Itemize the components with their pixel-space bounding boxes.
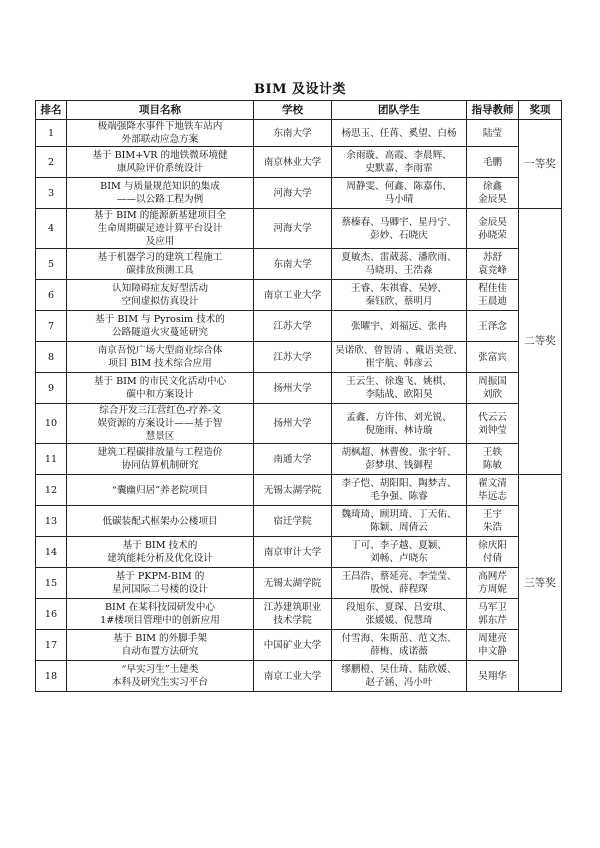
students-cell: [332, 120, 467, 147]
project-cell-line: 建筑能耗分析及优化设计: [107, 553, 213, 564]
award-cell: 三等奖: [519, 475, 562, 692]
students-cell-line: 胡枫超、林曹俊、张宇轩、: [341, 447, 457, 458]
table-row: [36, 209, 562, 249]
advisor-cell-line: 王晨迪: [478, 296, 507, 307]
advisor-cell-line: 翟文清: [478, 478, 507, 489]
advisor-cell: [467, 599, 519, 630]
students-cell-line: 秦钰欣、蔡明月: [365, 296, 433, 307]
students-cell-line: 余雨璇、高霞、李晨辉、: [346, 150, 452, 161]
project-cell-line: 基于 BIM+VR 的地铁微环境健: [92, 150, 228, 161]
school-cell: [254, 599, 332, 630]
project-cell-line: 基于 BIM 与 Pyrosim 技术的: [95, 314, 225, 325]
advisor-cell: [467, 249, 519, 280]
advisor-cell-line: 代云云: [478, 411, 507, 423]
students-cell-line: 蔡榛春、马卿宇、星丹宁、: [341, 216, 457, 228]
advisor-cell: [467, 568, 519, 599]
header-rank: 排名: [36, 101, 67, 120]
advisor-cell-line: 吴翔华: [478, 670, 507, 682]
rank-cell: 15: [36, 568, 67, 599]
students-cell: [332, 404, 467, 444]
school-cell: [254, 506, 332, 537]
award-cell: 二等奖: [519, 209, 562, 475]
header-award: 奖项: [519, 101, 562, 120]
project-cell-line: 综合开发三江营红色-疗养-文: [99, 405, 221, 416]
advisor-cell-line: 刘欣: [482, 389, 503, 400]
advisor-cell-line: 刘钟莹: [478, 424, 507, 436]
students-cell-line: 倪施雨、林诗璇: [365, 424, 433, 436]
students-cell: [332, 280, 467, 311]
project-cell-line: 基于 BIM 的外脚手架: [113, 633, 207, 644]
project-cell-line: 协同估算机制研究: [121, 460, 199, 471]
school-cell-line: 河海大学: [273, 223, 312, 234]
students-cell-line: 夏敏杰、雷葳蕊、潘欣雨、: [341, 252, 457, 263]
school-cell: [254, 178, 332, 209]
table-row: [36, 249, 562, 280]
school-cell: [254, 311, 332, 342]
project-cell-line: 星河国际二号楼的设计: [112, 584, 208, 595]
students-cell-line: 史默嘉、李雨霏: [365, 163, 433, 174]
students-cell-line: 王云生、徐逸飞、姚棋、: [346, 376, 452, 387]
students-cell-line: 彭妙、石晓庆: [370, 229, 428, 241]
advisor-cell: [467, 661, 519, 692]
students-cell: [332, 147, 467, 178]
rank-cell: 17: [36, 630, 67, 661]
advisor-cell-line: 申文静: [478, 646, 507, 657]
project-cell: [67, 209, 254, 249]
project-cell: [67, 311, 254, 342]
project-cell-line: 本科及研究生实习平台: [112, 677, 208, 688]
table-row: [36, 661, 562, 692]
table-row: [36, 404, 562, 444]
project-cell-line: 碳排放预测工具: [126, 265, 194, 276]
advisor-cell-line: 毛鹏: [482, 156, 503, 168]
school-cell-line: 无锡太湖学院: [263, 484, 322, 496]
rank-cell: 18: [36, 661, 67, 692]
students-cell: [332, 537, 467, 568]
project-cell: [67, 568, 254, 599]
rank-cell: 7: [36, 311, 67, 342]
advisor-cell: [467, 280, 519, 311]
table-row: [36, 373, 562, 404]
rank-cell: 8: [36, 342, 67, 373]
header-advisor: 指导教师: [467, 101, 519, 120]
table-row: [36, 475, 562, 506]
school-cell: [254, 249, 332, 280]
school-cell-line: 江苏大学: [273, 320, 312, 332]
advisor-cell-line: 袁竞峰: [478, 265, 507, 276]
advisor-cell: [467, 120, 519, 147]
project-cell: [67, 444, 254, 475]
table-row: [36, 599, 562, 630]
project-cell: [67, 404, 254, 444]
advisor-cell: [467, 404, 519, 444]
students-cell: [332, 630, 467, 661]
students-cell-line: 彭梦琪、钱御程: [365, 460, 433, 471]
table-row: [36, 444, 562, 475]
rank-cell: 10: [36, 404, 67, 444]
project-cell-line: 空间虚拟仿真设计: [121, 296, 199, 307]
project-cell-line: 康风险评价系统设计: [116, 163, 204, 174]
students-cell-line: 杨思玉、任苒、奚望、白杨: [341, 127, 457, 139]
advisor-cell-line: 王泽念: [478, 320, 507, 332]
students-cell: [332, 311, 467, 342]
students-cell-line: 李子恺、胡阳阳、陶梦吉、: [341, 478, 457, 489]
table-header-row: [36, 101, 562, 120]
project-cell: [67, 147, 254, 178]
students-cell-line: 吴诺欣、曾智清 、戴语美萱、: [335, 345, 463, 356]
award-table: [35, 100, 562, 692]
school-cell: [254, 280, 332, 311]
advisor-cell: [467, 209, 519, 249]
project-cell: [67, 249, 254, 280]
school-cell-line: 南京工业大学: [263, 289, 322, 301]
table-row: [36, 506, 562, 537]
project-cell-line: 基于 BIM 的市民文化活动中心: [93, 376, 227, 387]
project-cell-line: ——以公路工程为例: [116, 194, 204, 205]
advisor-cell-line: 郭东芹: [478, 615, 507, 626]
advisor-cell-line: 毕远志: [478, 491, 507, 502]
advisor-cell: [467, 147, 519, 178]
rank-cell: 2: [36, 147, 67, 178]
students-cell-line: 缪鹏橙、吴仕琦、陆欣媛、: [341, 664, 457, 675]
project-cell-line: “早实习生”土建类: [121, 664, 199, 675]
school-cell: [254, 568, 332, 599]
students-cell: [332, 373, 467, 404]
table-row: [36, 147, 562, 178]
students-cell-line: 孟鑫、方许伟、刘光锐、: [346, 411, 452, 423]
advisor-cell: [467, 373, 519, 404]
project-cell-line: 基于 PKPM-BIM 的: [115, 571, 205, 582]
school-cell-line: 南通大学: [273, 453, 312, 465]
school-cell-line: 江苏建筑职业: [263, 602, 322, 613]
advisor-cell-line: 徐鑫: [482, 181, 503, 192]
project-cell: [67, 537, 254, 568]
advisor-cell-line: 陆莹: [482, 127, 503, 139]
students-cell-line: 刘畅、卢晓东: [370, 553, 428, 564]
project-cell-line: 公路隧道火灾蔓延研究: [112, 327, 208, 338]
table-row: [36, 280, 562, 311]
project-cell-line: 慧景区: [145, 431, 175, 442]
project-cell: [67, 120, 254, 147]
project-cell: [67, 373, 254, 404]
school-cell-line: 东南大学: [273, 127, 312, 139]
project-cell-line: 外部联动应急方案: [121, 134, 199, 145]
advisor-cell: [467, 342, 519, 373]
students-cell-line: 赵子涵、冯小叶: [365, 677, 433, 688]
students-cell-line: 魏琦琦、顾玥琦、丁天佑、: [341, 509, 457, 520]
school-cell-line: 无锡太湖学院: [263, 577, 322, 589]
project-cell: [67, 475, 254, 506]
students-cell-line: 丁可、李子越、夏颖、: [351, 540, 447, 551]
advisor-cell-line: 马军卫: [478, 602, 507, 613]
project-cell-line: 项目 BIM 技术综合应用: [108, 358, 212, 369]
advisor-cell-line: 苏舒: [482, 252, 503, 263]
students-cell: [332, 342, 467, 373]
students-cell: [332, 599, 467, 630]
advisor-cell-line: 王轶: [482, 447, 503, 458]
rank-cell: 3: [36, 178, 67, 209]
rank-cell: 1: [36, 120, 67, 147]
school-cell-line: 扬州大学: [273, 382, 312, 394]
school-cell-line: 中国矿业大学: [263, 639, 322, 651]
rank-cell: 9: [36, 373, 67, 404]
project-cell: [67, 506, 254, 537]
rank-cell: 4: [36, 209, 67, 249]
project-cell: [67, 342, 254, 373]
table-row: [36, 342, 562, 373]
header-project: 项目名称: [67, 101, 254, 120]
students-cell-line: 张曜宇、刘福远、张冉: [351, 320, 447, 332]
students-cell: [332, 178, 467, 209]
project-cell-line: 低碳装配式框架办公楼项目: [102, 515, 218, 527]
table-row: [36, 568, 562, 599]
advisor-cell-line: 王宇: [482, 509, 503, 520]
project-cell-line: 娱资源的方案设计——基于智: [97, 418, 223, 429]
students-cell: [332, 444, 467, 475]
project-cell-line: 建筑工程碳排放量与工程造价: [97, 447, 223, 458]
students-cell-line: 马小晴: [384, 194, 414, 205]
school-cell-line: 南京审计大学: [263, 546, 322, 558]
rank-cell: 6: [36, 280, 67, 311]
advisor-cell-line: 方周妮: [478, 584, 507, 595]
students-cell-line: 马晓玥、王浩淼: [365, 265, 433, 276]
advisor-cell: [467, 630, 519, 661]
rank-cell: 14: [36, 537, 67, 568]
project-cell-line: BIM 与质量规范知识的集成: [100, 181, 220, 192]
school-cell: [254, 147, 332, 178]
rank-cell: 13: [36, 506, 67, 537]
school-cell-line: 南京林业大学: [263, 156, 322, 168]
project-cell: [67, 630, 254, 661]
advisor-cell-line: 程佳佳: [478, 283, 507, 294]
students-cell-line: 周静雯、何鑫、陈嘉伟、: [346, 181, 452, 192]
students-cell-line: 陈颖、周倩云: [370, 522, 428, 533]
project-cell: [67, 280, 254, 311]
table-row: [36, 311, 562, 342]
advisor-cell-line: 孙晓荣: [478, 229, 507, 241]
students-cell: [332, 475, 467, 506]
project-cell-line: 生命周期碳足迹计算平台设计: [97, 223, 223, 234]
students-cell-line: 殷悦、薛程琛: [370, 584, 428, 595]
advisor-cell-line: 金辰昊: [478, 194, 507, 205]
advisor-cell: [467, 444, 519, 475]
table-row: [36, 120, 562, 147]
project-cell: [67, 661, 254, 692]
advisor-cell: [467, 506, 519, 537]
advisor-cell: [467, 537, 519, 568]
school-cell-line: 河海大学: [273, 187, 312, 199]
students-cell-line: 王睿、朱祺睿、吴婷、: [351, 283, 447, 294]
project-cell-line: 基于 BIM 的能源新基建项目全: [93, 210, 227, 221]
table-body: [36, 120, 562, 692]
project-cell-line: 1#楼项目管理中的创新应用: [100, 615, 220, 626]
school-cell: [254, 444, 332, 475]
table-row: [36, 178, 562, 209]
project-cell-line: 认知障碍症友好型活动: [112, 283, 208, 294]
advisor-cell-line: 金辰昊: [478, 216, 507, 228]
school-cell: [254, 373, 332, 404]
students-cell: [332, 249, 467, 280]
students-cell-line: 崔宇航、韩彦云: [365, 358, 433, 369]
project-cell-line: 碳中和方案设计: [126, 389, 194, 400]
advisor-cell-line: 周振国: [478, 376, 507, 387]
school-cell-line: 扬州大学: [273, 418, 312, 429]
school-cell-line: 南京工业大学: [263, 670, 322, 682]
award-cell: 一等奖: [519, 120, 562, 209]
school-cell: [254, 209, 332, 249]
students-cell-line: 张媛媛、倪慧琦: [365, 615, 433, 626]
school-cell: [254, 537, 332, 568]
project-cell-line: BIM 在某科技园研发中心: [104, 602, 216, 613]
rank-cell: 16: [36, 599, 67, 630]
school-cell: [254, 630, 332, 661]
project-cell-line: 基于 BIM 技术的: [122, 540, 198, 551]
project-cell-line: 极端强降水事件下地铁车站内: [97, 121, 223, 132]
students-cell-line: 薛梅、成诺薇: [370, 646, 428, 657]
school-cell: [254, 342, 332, 373]
page-title: BIM 及设计类: [254, 82, 346, 97]
students-cell: [332, 568, 467, 599]
students-cell-line: 毛争强、陈睿: [370, 491, 428, 502]
advisor-cell-line: 张富宾: [478, 351, 507, 363]
school-cell: [254, 120, 332, 147]
school-cell-line: 技术学院: [273, 615, 312, 626]
rank-cell: 5: [36, 249, 67, 280]
advisor-cell-line: 周建亮: [478, 633, 507, 644]
advisor-cell: [467, 178, 519, 209]
students-cell-line: 李陆战、欧阳昊: [365, 389, 433, 400]
school-cell-line: 东南大学: [273, 258, 312, 270]
advisor-cell: [467, 475, 519, 506]
students-cell: [332, 209, 467, 249]
project-cell-line: 自动布置方法研究: [121, 646, 199, 657]
students-cell-line: 王昌浩、蔡延亮、李莹莹、: [341, 571, 457, 582]
header-school: 学校: [254, 101, 332, 120]
advisor-cell-line: 付倩: [482, 553, 503, 564]
school-cell-line: 江苏大学: [273, 351, 312, 363]
header-students: 团队学生: [332, 101, 467, 120]
project-cell: [67, 599, 254, 630]
rank-cell: 12: [36, 475, 67, 506]
students-cell-line: 付雪海、朱斯茁、范文杰、: [341, 633, 457, 644]
school-cell: [254, 475, 332, 506]
advisor-cell-line: 高网芹: [478, 571, 507, 582]
advisor-cell: [467, 311, 519, 342]
project-cell-line: 基于机器学习的建筑工程施工: [97, 252, 223, 263]
rank-cell: 11: [36, 444, 67, 475]
project-cell-line: 南京吾悦广场大型商业综合体: [97, 345, 223, 356]
school-cell-line: 宿迁学院: [273, 515, 312, 527]
project-cell-line: 及应用: [145, 236, 175, 247]
advisor-cell-line: 陈敏: [482, 460, 503, 471]
advisor-cell-line: 徐庆阳: [478, 540, 507, 551]
students-cell: [332, 506, 467, 537]
students-cell-line: 段旭东、夏琛、吕安琪、: [346, 602, 452, 613]
advisor-cell-line: 朱浩: [482, 522, 503, 533]
project-cell: [67, 178, 254, 209]
project-cell-line: “囊幽归居”养老院项目: [111, 484, 209, 496]
table-row: [36, 537, 562, 568]
school-cell: [254, 404, 332, 444]
school-cell: [254, 661, 332, 692]
table-row: [36, 630, 562, 661]
students-cell: [332, 661, 467, 692]
